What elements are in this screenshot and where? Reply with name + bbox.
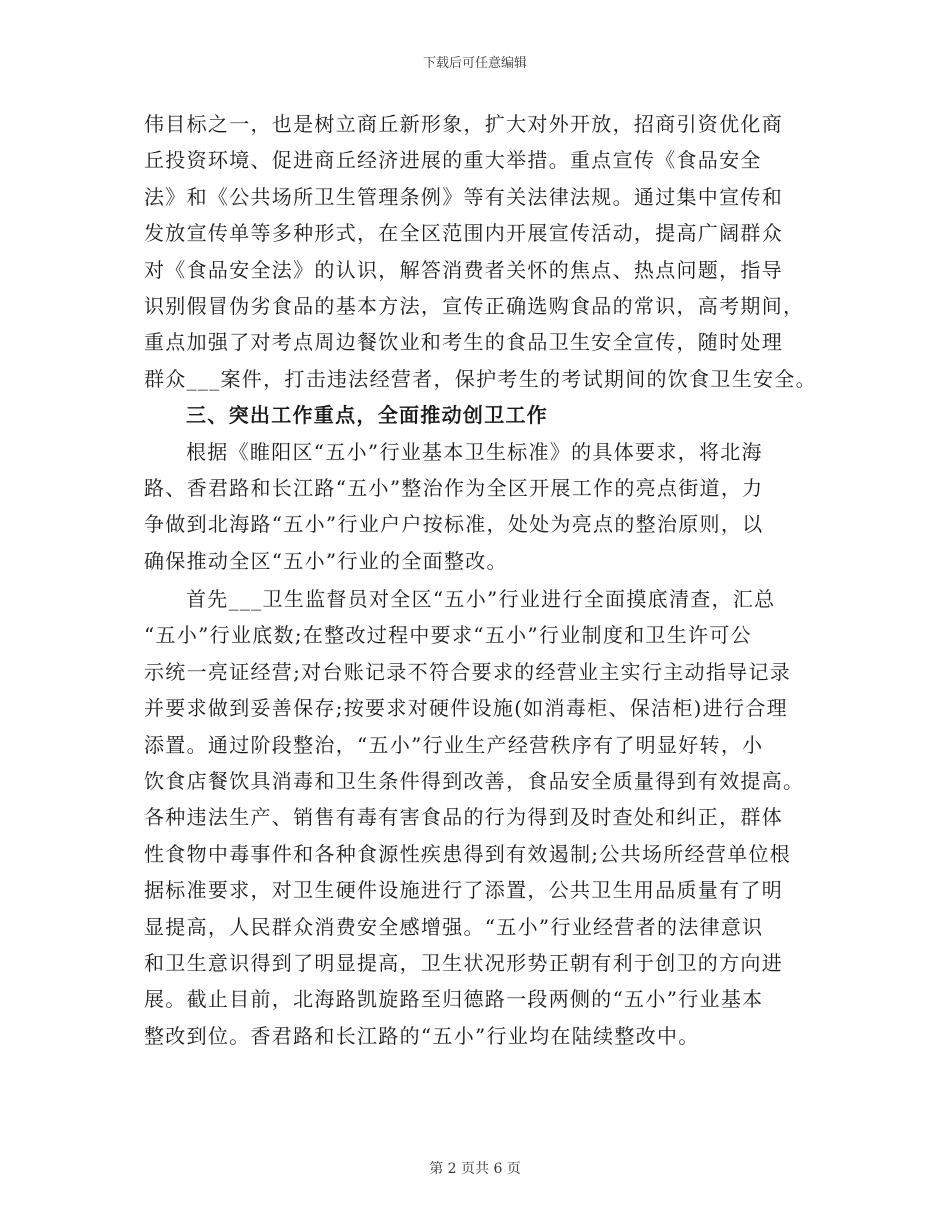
body-line: 丘投资环境、促进商丘经济进展的重大举措。重点宣传《食品安全 [144, 148, 762, 173]
body-line: 争做到北海路“五小”行业户户按标准，处处为亮点的整治原则，以 [144, 512, 764, 537]
document-body [144, 106, 824, 1054]
body-line: 显提高，人民群众消费安全感增强。“五小”行业经营者的法律意识 [144, 914, 764, 939]
page-header-note: 下载后可任意编辑 [422, 56, 527, 71]
body-line: 和卫生意识得到了明显提高，卫生状况形势正朝有利于创卫的方向进 [144, 950, 783, 975]
page-number: 第 2 页共 6 页 [429, 1161, 521, 1177]
body-line: 饮食店餐饮具消毒和卫生条件得到改善，食品安全质量得到有效提高。 [144, 769, 805, 794]
body-line: 展。截止目前，北海路凯旋路至归德路一段两侧的“五小”行业基本 [144, 987, 764, 1012]
body-line: 据标准要求，对卫生硬件设施进行了添置，公共卫生用品质量有了明 [144, 878, 783, 903]
body-line: 性食物中毒事件和各种食源性疾患得到有效遏制;公共场所经营单位根 [144, 841, 792, 866]
body-line: 整改到位。香君路和长江路的“五小”行业均在陆续整改中。 [144, 1023, 700, 1048]
body-line: 法》和《公共场所卫生管理条例》等有关法律法规。通过集中宣传和 [144, 184, 783, 209]
body-line: 伟目标之一，也是树立商丘新形象，扩大对外开放，招商引资优化商 [144, 112, 783, 136]
body-line: 并要求做到妥善保存;按要求对硬件设施(如消毒柜、保洁柜)进行合理 [144, 696, 788, 721]
body-line: 对《食品安全法》的认识，解答消费者关怀的焦点、热点问题，指导 [144, 257, 783, 282]
body-line: “五小”行业底数;在整改过程中要求“五小”行业制度和卫生许可公 [144, 623, 752, 648]
body-line: 重点加强了对考点周边餐饮业和考生的食品卫生安全宣传，随时处理 [144, 330, 783, 355]
body-line: 识别假冒伪劣食品的基本方法，宣传正确选购食品的常识，高考期间， [144, 293, 805, 318]
paragraph-start: 根据《睢阳区“五小”行业基本卫生标准》的具体要求，将北海 [186, 439, 763, 464]
body-line: 各种违法生产、销售有毒有害食品的行为得到及时查处和纠正，群体 [144, 805, 783, 830]
body-line: 确保推动全区“五小”行业的全面整改。 [144, 548, 508, 573]
body-line: 示统一亮证经营;对台账记录不符合要求的经营业主实行主动指导记录 [144, 659, 792, 684]
body-line: 发放宣传单等多种形式，在全区范围内开展宣传活动，提高广阔群众 [144, 221, 783, 246]
body-line: 路、香君路和长江路“五小”整治作为全区开展工作的亮点街道，力 [144, 475, 764, 500]
paragraph-start: 首先___卫生监督员对全区“五小”行业进行全面摸底清查，汇总 [186, 587, 776, 612]
body-line: 群众___案件，打击违法经营者，保护考生的考试期间的饮食卫生安全。 [144, 366, 817, 391]
section-heading: 三、突出工作重点，全面推动创卫工作 [186, 403, 549, 428]
body-line: 添置。通过阶段整治，“五小”行业生产经营秩序有了明显好转，小 [144, 732, 764, 757]
